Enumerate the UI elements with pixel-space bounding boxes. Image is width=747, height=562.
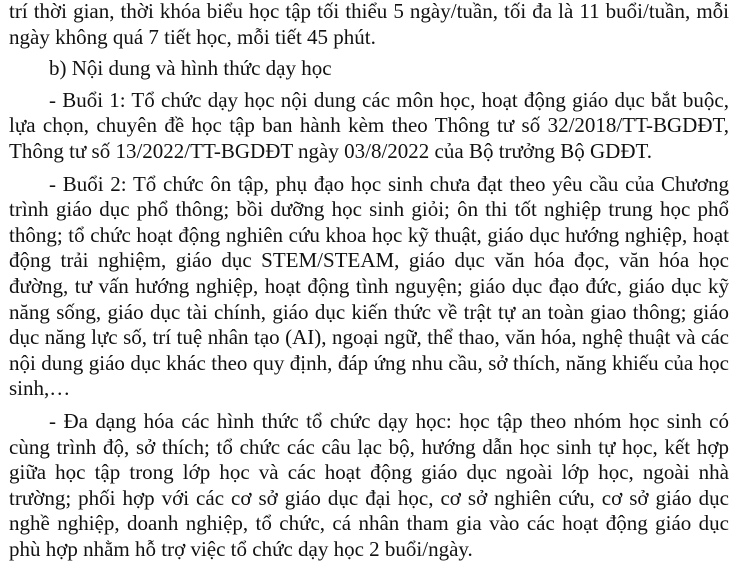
session-2-paragraph: - Buổi 2: Tổ chức ôn tập, phụ đạo học sinh chưa đạt theo yêu cầu của Chương trình giáo dục phổ thông; bồi dưỡng học sinh giỏi; ôn thi tốt nghiệp trung học phổ thông; tổ chức hoạt động nghiên cứu khoa học kỹ thuật, giáo dục hướng nghiệp, hoạt động trải nghiệm, giáo dục STEM/STEAM, giáo dục văn hóa đọc, văn hóa học đường, tư vấn hướng nghiệp, hoạt động tình nguyện; giáo dục đạo đức, giáo dục kỹ năng sống, giáo dục tài chính, giáo dục kiến thức về trật tự an toàn giao thông; giáo dục năng lực số, trí tuệ nhân tạo (AI), ngoại ngữ, thể thao, văn hóa, nghệ thuật và các nội dung giáo dục khác theo quy định, đáp ứng nhu cầu, sở thích, năng khiếu của học sinh,…	[9, 171, 729, 401]
section-heading-b: b) Nội dung và hình thức dạy học	[49, 56, 332, 81]
intro-paragraph: trí thời gian, thời khóa biểu học tập tối thiểu 5 ngày/tuần, tối đa là 11 buổi/tuần, mỗi ngày không quá 7 tiết học, mỗi tiết 45 phút.	[9, 0, 729, 49]
session-1-paragraph: - Buổi 1: Tổ chức dạy học nội dung các môn học, hoạt động giáo dục bắt buộc, lựa chọn, chuyên đề học tập ban hành kèm theo Thông tư số 32/2018/TT-BGDĐT, Thông tư số 13/2022/TT-BGDĐT ngày 03/8/2022 của Bộ trưởng Bộ GDĐT.	[9, 87, 729, 163]
diversify-paragraph: - Đa dạng hóa các hình thức tổ chức dạy học: học tập theo nhóm học sinh có cùng trình độ, sở thích; tổ chức các câu lạc bộ, hướng dẫn học sinh tự học, kết hợp giữa học tập trong lớp học và các hoạt động giáo dục ngoài lớp học, ngoài nhà trường; phối hợp với các cơ sở giáo dục đại học, cơ sở nghiên cứu, cơ sở giáo dục nghề nghiệp, doanh nghiệp, tổ chức, cá nhân tham gia vào các hoạt động giáo dục phù hợp nhằm hỗ trợ việc tổ chức dạy học 2 buổi/ngày.	[9, 408, 729, 561]
